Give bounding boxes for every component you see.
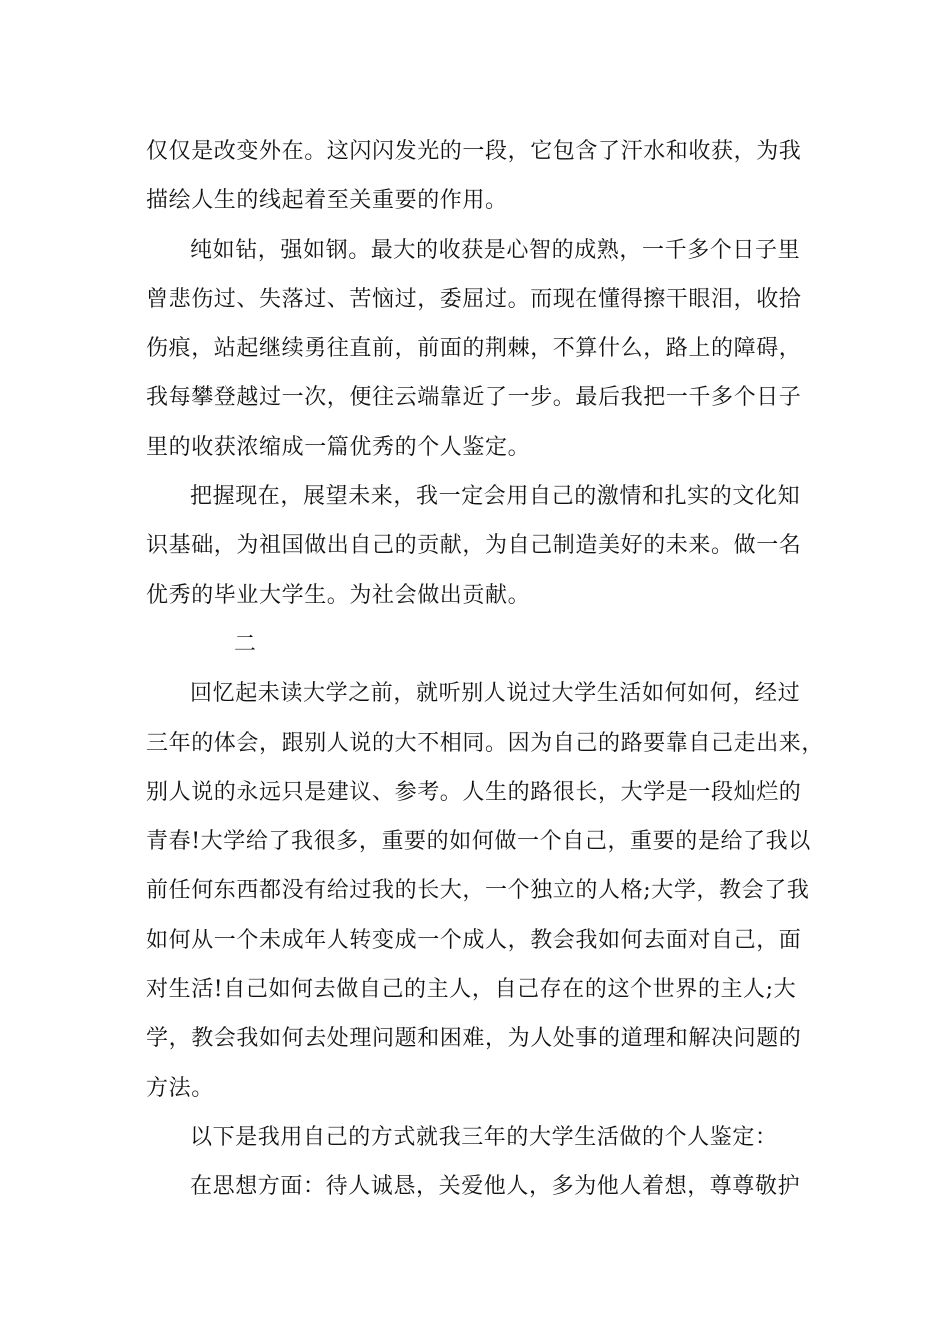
section-heading: 二 — [234, 631, 257, 657]
text-line: 我每攀登越过一次，便往云端靠近了一步。最后我把一千多个日子 — [146, 385, 802, 411]
text-line: 曾悲伤过、失落过、苦恼过，委屈过。而现在懂得擦干眼泪，收拾 — [146, 286, 802, 312]
text-line: 优秀的毕业大学生。为社会做出贡献。 — [146, 582, 531, 608]
text-line: 以下是我用自己的方式就我三年的大学生活做的个人鉴定： — [190, 1124, 778, 1150]
text-line: 伤痕，站起继续勇往直前，前面的荆棘，不算什么，路上的障碍， — [146, 336, 802, 362]
text-line: 学，教会我如何去处理问题和困难，为人处事的道理和解决问题的 — [146, 1026, 802, 1052]
text-line: 里的收获浓缩成一篇优秀的个人鉴定。 — [146, 434, 531, 460]
text-line: 青春!大学给了我很多，重要的如何做一个自己，重要的是给了我以 — [146, 829, 811, 855]
text-line: 把握现在，展望未来，我一定会用自己的激情和扎实的文化知 — [190, 484, 801, 510]
text-line: 识基础，为祖国做出自己的贡献，为自己制造美好的未来。做一名 — [146, 533, 802, 559]
text-line: 在思想方面：待人诚恳，关爱他人，多为他人着想，尊尊敬护 — [190, 1174, 801, 1200]
text-line: 对生活!自己如何去做自己的主人，自己存在的这个世界的主人;大 — [146, 977, 797, 1003]
text-line: 方法。 — [146, 1075, 214, 1101]
text-line: 如何从一个未成年人转变成一个成人，教会我如何去面对自己，面 — [146, 927, 802, 953]
text-line: 三年的体会，跟别人说的大不相同。因为自己的路要靠自己走出来， — [146, 730, 825, 756]
text-line: 仅仅是改变外在。这闪闪发光的一段，它包含了汗水和收获，为我 — [146, 139, 802, 164]
text-line: 前任何东西都没有给过我的长大，一个独立的人格;大学，教会了我 — [146, 878, 810, 904]
text-line: 回忆起未读大学之前，就听别人说过大学生活如何如何，经过 — [190, 681, 801, 707]
document-body — [146, 127, 825, 1212]
text-line: 别人说的永远只是建议、参考。人生的路很长，大学是一段灿烂的 — [146, 779, 802, 805]
text-line: 纯如钻，强如钢。最大的收获是心智的成熟，一千多个日子里 — [190, 237, 801, 263]
text-line: 描绘人生的线起着至关重要的作用。 — [146, 188, 508, 214]
